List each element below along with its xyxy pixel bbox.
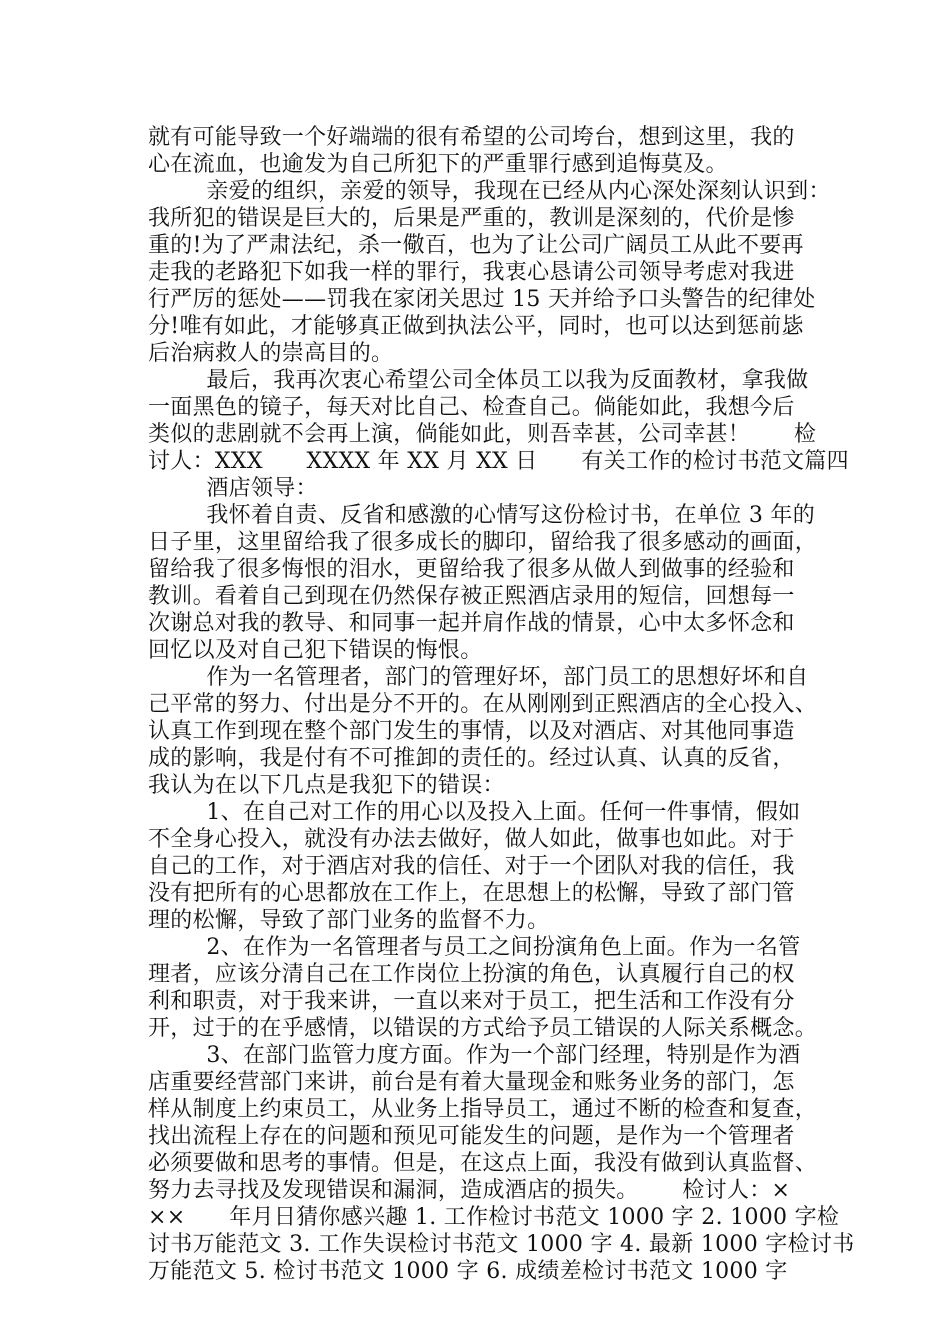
text-line: 2、在作为一名管理者与员工之间扮演角色上面。作为一名管 xyxy=(148,935,801,960)
document-body xyxy=(148,124,855,1285)
text-line: 万能范文 5. 检讨书范文 1000 字 6. 成绩差检讨书范文 1000 字 xyxy=(148,1259,788,1284)
text-line: 己平常的努力、付出是分不开的。在从刚刚到正熙酒店的全心投入、 xyxy=(148,692,818,717)
text-line: 理的松懈，导致了部门业务的监督不力。 xyxy=(148,908,550,933)
text-line: 自己的工作，对于酒店对我的信任、对于一个团队对我的信任，我 xyxy=(148,854,795,879)
text-line: 认真工作到现在整个部门发生的事情，以及对酒店、对其他同事造 xyxy=(148,719,795,744)
text-line: 教训。看着自己到现在仍然保存被正熙酒店录用的短信，回想每一 xyxy=(148,584,795,609)
text-line: 心在流血，也逾发为自己所犯下的严重罪行感到追悔莫及。 xyxy=(148,152,728,177)
text-line: 作为一名管理者，部门的管理好坏，部门员工的思想好坏和自 xyxy=(148,665,809,690)
text-line: 分!唯有如此，才能够真正做到执法公平，同时，也可以达到惩前毖 xyxy=(148,314,804,339)
text-line: 店重要经营部门来讲，前台是有着大量现金和账务业务的部门，怎 xyxy=(148,1070,795,1095)
text-line: 后治病救人的崇高目的。 xyxy=(148,341,394,366)
text-line: 成的影响，我是付有不可推卸的责任的。经过认真、认真的反省， xyxy=(148,746,795,771)
text-line: 留给我了很多悔恨的泪水，更留给我了很多从做人到做事的经验和 xyxy=(148,557,795,582)
text-line: 重的!为了严肃法纪，杀一儆百，也为了让公司广阔员工从此不要再 xyxy=(148,233,804,258)
text-line: 我认为在以下几点是我犯下的错误： xyxy=(148,773,505,798)
text-line: 行严厉的惩处——罚我在家闭关思过 15 天并给予口头警告的纪律处 xyxy=(148,287,816,312)
text-line: 1、在自己对工作的用心以及投入上面。任何一件事情，假如 xyxy=(148,800,801,825)
text-line: 讨书万能范文 3. 工作失误检讨书范文 1000 字 4. 最新 1000 字检讨书 xyxy=(148,1232,855,1257)
text-line: 类似的悲剧就不会再上演，倘能如此，则吾幸甚，公司幸甚！ 检 xyxy=(148,422,817,447)
text-line: 回忆以及对自己犯下错误的悔恨。 xyxy=(148,638,483,663)
text-line: 努力去寻找及发现错误和漏洞，造成酒店的损失。 检讨人：× xyxy=(148,1178,791,1203)
text-line: 不全身心投入，就没有办法去做好，做人如此，做事也如此。对于 xyxy=(148,827,795,852)
text-line: 开，过于的在乎感情，以错误的方式给予员工错误的人际关系概念。 xyxy=(148,1016,818,1041)
text-line: 酒店领导： xyxy=(148,476,318,501)
text-line: 讨人：XXX XXXX 年 XX 月 XX 日 有关工作的检讨书范文篇四 xyxy=(148,449,849,474)
text-line: 最后，我再次衷心希望公司全体员工以我为反面教材，拿我做 xyxy=(148,368,809,393)
text-line: 理者，应该分清自己在工作岗位上扮演的角色，认真履行自己的权 xyxy=(148,962,795,987)
text-line: 我怀着自责、反省和感激的心情写这份检讨书，在单位 3 年的 xyxy=(148,503,816,528)
text-line: ×× 年月日猜你感兴趣 1. 工作检讨书范文 1000 字 2. 1000 字检 xyxy=(148,1205,840,1230)
text-line: 就有可能导致一个好端端的很有希望的公司垮台，想到这里，我的 xyxy=(148,125,795,150)
text-line: 找出流程上存在的问题和预见可能发生的问题，是作为一个管理者 xyxy=(148,1124,795,1149)
text-line: 走我的老路犯下如我一样的罪行，我衷心恳请公司领导考虑对我进 xyxy=(148,260,795,285)
text-line: 我所犯的错误是巨大的，后果是严重的，教训是深刻的，代价是惨 xyxy=(148,206,795,231)
text-line: 次谢总对我的教导、和同事一起并肩作战的情景，心中太多怀念和 xyxy=(148,611,795,636)
text-line: 没有把所有的心思都放在工作上，在思想上的松懈，导致了部门管 xyxy=(148,881,795,906)
text-line: 样从制度上约束员工，从业务上指导员工，通过不断的检查和复查， xyxy=(148,1097,818,1122)
text-line: 利和职责，对于我来讲，一直以来对于员工，把生活和工作没有分 xyxy=(148,989,795,1014)
text-line: 亲爱的组织，亲爱的领导，我现在已经从内心深处深刻认识到： xyxy=(148,179,831,204)
text-line: 一面黑色的镜子，每天对比自己、检查自己。倘能如此，我想今后 xyxy=(148,395,795,420)
text-line: 日子里，这里留给我了很多成长的脚印，留给我了很多感动的画面， xyxy=(148,530,818,555)
text-line: 必须要做和思考的事情。但是，在这点上面，我没有做到认真监督、 xyxy=(148,1151,818,1176)
text-line: 3、在部门监管力度方面。作为一个部门经理，特别是作为酒 xyxy=(148,1043,801,1068)
